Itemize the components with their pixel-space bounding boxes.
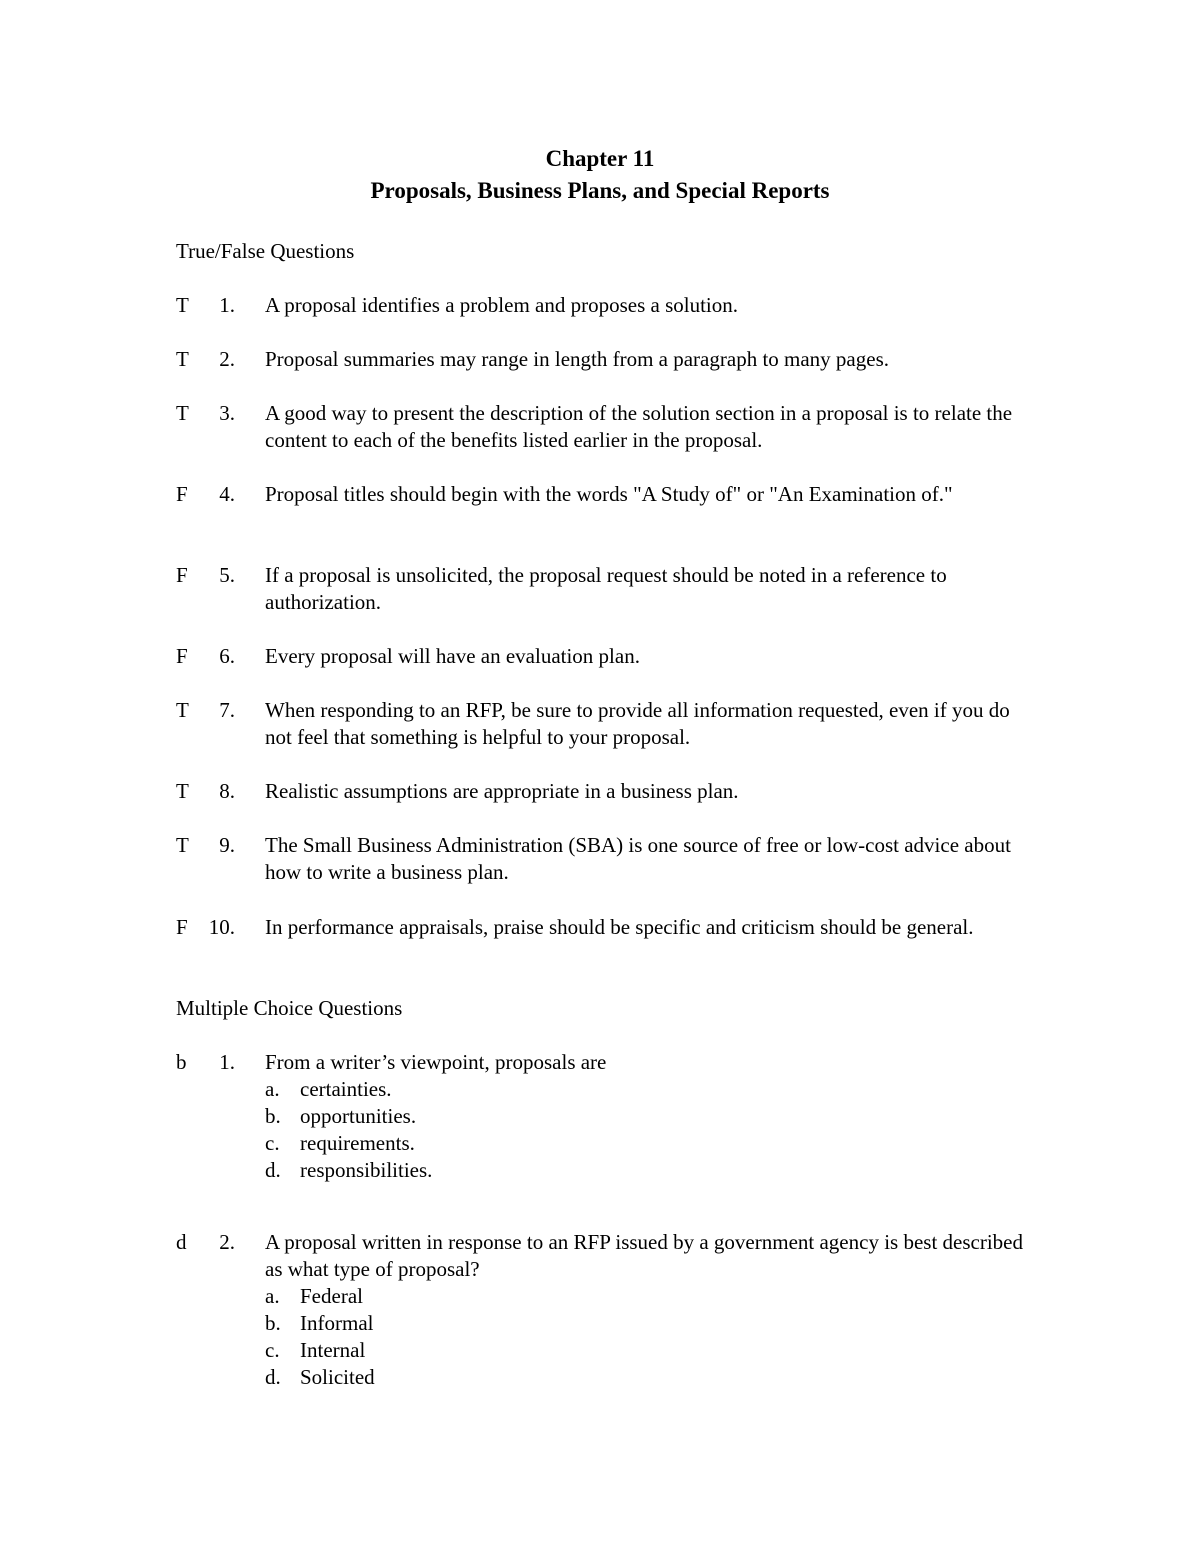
question-body bbox=[265, 1229, 1025, 1391]
tf-section-heading: True/False Questions bbox=[176, 239, 355, 263]
answer-key: T bbox=[176, 833, 189, 857]
question-text: From a writer’s viewpoint, proposals are bbox=[265, 1050, 607, 1074]
answer-key: F bbox=[176, 644, 188, 668]
question-text: Every proposal will have an evaluation plan. bbox=[265, 644, 640, 668]
answer-key: b bbox=[176, 1050, 187, 1074]
question-text: A proposal identifies a problem and proposes a solution. bbox=[265, 293, 739, 317]
answer-key: F bbox=[176, 915, 188, 939]
question-number: 2. bbox=[219, 1230, 235, 1254]
option-letter: c. bbox=[265, 1131, 280, 1155]
question-number: 3. bbox=[219, 401, 235, 425]
option-letter: d. bbox=[265, 1158, 281, 1182]
option-text: Internal bbox=[300, 1338, 366, 1362]
option-text: Solicited bbox=[300, 1365, 375, 1389]
option-text: Federal bbox=[300, 1284, 363, 1308]
answer-key: T bbox=[176, 293, 189, 317]
option-letter: a. bbox=[265, 1284, 280, 1308]
question-number: 4. bbox=[219, 482, 235, 506]
question-body bbox=[265, 1049, 1025, 1184]
option-item bbox=[265, 1157, 1025, 1184]
question-text: A good way to present the description of the solution section in a proposal is to relate the content to each of the benefits listed earlier in the proposal. bbox=[265, 401, 1013, 452]
option-list bbox=[265, 1283, 1025, 1391]
question-number: 8. bbox=[219, 779, 235, 803]
question-text: A proposal written in response to an RFP issued by a government agency is best described as what type of proposal? bbox=[265, 1230, 1023, 1281]
question-text: If a proposal is unsolicited, the proposal request should be noted in a reference to authorization. bbox=[265, 563, 947, 614]
question-number: 5. bbox=[219, 563, 235, 587]
option-text: certainties. bbox=[300, 1077, 392, 1101]
question-text: When responding to an RFP, be sure to provide all information requested, even if you do not feel that something is helpful to your proposal. bbox=[265, 698, 1010, 749]
option-item bbox=[265, 1076, 1025, 1103]
option-item bbox=[265, 1310, 1025, 1337]
option-list bbox=[265, 1076, 1025, 1184]
question-number: 7. bbox=[219, 698, 235, 722]
option-letter: c. bbox=[265, 1338, 280, 1362]
answer-key: d bbox=[176, 1230, 187, 1254]
option-text: responsibilities. bbox=[300, 1158, 433, 1182]
answer-key: F bbox=[176, 482, 188, 506]
chapter-number: Chapter 11 bbox=[545, 146, 655, 171]
question-text: In performance appraisals, praise should be specific and criticism should be general. bbox=[265, 915, 974, 939]
chapter-title: Proposals, Business Plans, and Special Reports bbox=[370, 178, 830, 203]
option-text: Informal bbox=[300, 1311, 374, 1335]
option-text: requirements. bbox=[300, 1131, 415, 1155]
option-item bbox=[265, 1364, 1025, 1391]
option-letter: b. bbox=[265, 1104, 281, 1128]
option-letter: a. bbox=[265, 1077, 280, 1101]
mc-section-heading: Multiple Choice Questions bbox=[176, 996, 403, 1020]
question-number: 6. bbox=[219, 644, 235, 668]
option-letter: b. bbox=[265, 1311, 281, 1335]
answer-key: T bbox=[176, 401, 189, 425]
question-number: 1. bbox=[219, 293, 235, 317]
option-item bbox=[265, 1283, 1025, 1310]
question-text: Proposal summaries may range in length from a paragraph to many pages. bbox=[265, 347, 889, 371]
option-text: opportunities. bbox=[300, 1104, 417, 1128]
answer-key: F bbox=[176, 563, 188, 587]
answer-key: T bbox=[176, 698, 189, 722]
option-letter: d. bbox=[265, 1365, 281, 1389]
option-item bbox=[265, 1103, 1025, 1130]
question-text: Proposal titles should begin with the words "A Study of" or "An Examination of." bbox=[265, 482, 953, 506]
answer-key: T bbox=[176, 779, 189, 803]
question-text: Realistic assumptions are appropriate in a business plan. bbox=[265, 779, 739, 803]
question-number: 9. bbox=[219, 833, 235, 857]
question-text: The Small Business Administration (SBA) is one source of free or low-cost advice about how to write a business plan. bbox=[265, 833, 1011, 884]
question-number: 10. bbox=[208, 915, 235, 939]
question-number: 1. bbox=[219, 1050, 235, 1074]
question-number: 2. bbox=[219, 347, 235, 371]
option-item bbox=[265, 1337, 1025, 1364]
option-item bbox=[265, 1130, 1025, 1157]
answer-key: T bbox=[176, 347, 189, 371]
